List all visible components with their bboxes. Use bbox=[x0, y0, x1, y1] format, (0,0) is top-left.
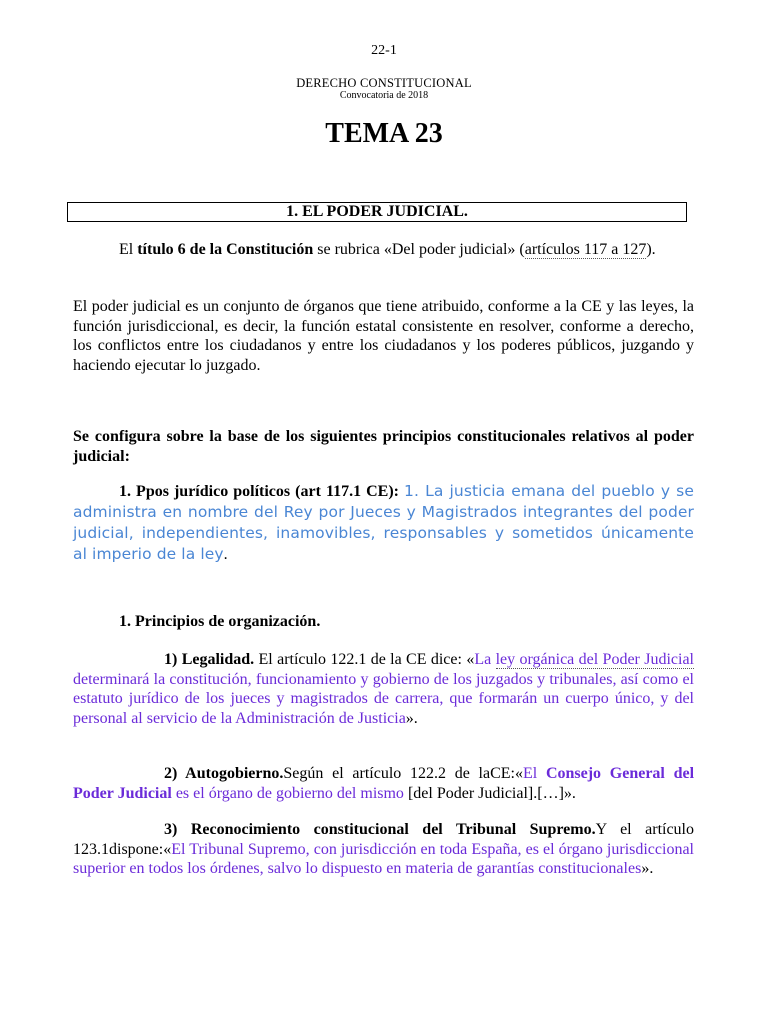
paragraph-intro bbox=[73, 240, 694, 260]
lopj-link[interactable]: ley orgánica del Poder Judicial bbox=[495, 651, 695, 668]
supremo-intro: Y el artículo 123.1dispone:« bbox=[73, 821, 694, 858]
autogobierno-quote-start: El bbox=[522, 765, 546, 782]
autogobierno-end: [del Poder Judicial].[…]». bbox=[403, 784, 576, 802]
supremo-quote: El Tribunal Supremo, con jurisdicción en toda España, es el órgano jurisdiccional superior en todos los órdenes, salvo lo dispuesto en materia de garantías constitucionales bbox=[73, 840, 694, 877]
legalidad-intro: El artículo 122.1 de la CE dice: « bbox=[254, 651, 475, 668]
supremo-end: ». bbox=[641, 860, 654, 877]
subject-title: DERECHO CONSTITUCIONAL bbox=[296, 76, 472, 90]
paragraph-definition: El poder judicial es un conjunto de órganos que tiene atribuido, conforme a la CE y las leyes, la función jurisdiccional, es decir, la función estatal consistente en resolver, conforme a derecho, los conflictos entre los ciudadanos y entre los ciudadanos y los poderes públicos, juzgando y haciendo ejecutar lo juzgado. bbox=[73, 298, 694, 374]
principles-intro-bold: Se configura sobre la base de los siguientes principios constitucionales relativos al poder judicial: bbox=[73, 428, 694, 465]
autogobierno-intro: Según el artículo 122.2 de laCE:« bbox=[283, 765, 523, 782]
page-number: 22-1 bbox=[371, 43, 397, 58]
articles-link[interactable]: artículos 117 a 127 bbox=[524, 241, 647, 258]
intro-bold: título 6 de la Constitución bbox=[137, 241, 314, 258]
legalidad-label: 1) Legalidad. bbox=[164, 651, 255, 668]
legalidad-quote-start: La bbox=[474, 651, 496, 668]
principle1-quote: 1. La justicia emana del pueblo y se administra en nombre del Rey por Jueces y Magistrados integrantes del poder judicial, independientes, inamovibles, responsables y sometidos únicamente al imperio de la ley bbox=[73, 482, 694, 563]
supremo-label: 3) Reconocimiento constitucional del Tribunal Supremo. bbox=[164, 821, 596, 838]
autogobierno-quote-rest: es el órgano de gobierno del mismo bbox=[171, 784, 404, 802]
organization-heading bbox=[73, 612, 694, 632]
intro-text-post: ). bbox=[646, 241, 656, 258]
principle-autogobierno bbox=[73, 764, 694, 803]
cgpj-term: Consejo General del Poder Judicial bbox=[73, 765, 695, 802]
intro-text-pre: El bbox=[119, 241, 138, 258]
tema-heading: TEMA 23 bbox=[325, 118, 443, 149]
convocatoria-label: Convocatoria de 2018 bbox=[339, 90, 429, 101]
principle-legalidad bbox=[73, 650, 694, 728]
principle-juridico-politicos bbox=[73, 481, 694, 565]
autogobierno-label: 2) Autogobierno. bbox=[164, 765, 284, 782]
principle1-label: 1. Ppos jurídico políticos (art 117.1 CE): bbox=[119, 483, 399, 500]
organization-heading-text: 1. Principios de organización. bbox=[119, 613, 321, 630]
principle1-end: . bbox=[223, 546, 228, 563]
section-title-box: 1. EL PODER JUDICIAL. bbox=[67, 202, 687, 222]
legalidad-end: ». bbox=[405, 709, 418, 727]
paragraph-principles-intro bbox=[73, 427, 694, 466]
principle-tribunal-supremo bbox=[73, 820, 694, 879]
legalidad-quote-rest: determinará la constitución, funcionamiento y gobierno de los juzgados y tribunales, así como el estatuto jurídico de los jueces y magistrados de carrera, que formarán un cuerpo único, y del personal al servicio de la Administración de Justicia bbox=[73, 670, 694, 727]
intro-text-mid: se rubrica «Del poder judicial» ( bbox=[313, 241, 525, 258]
